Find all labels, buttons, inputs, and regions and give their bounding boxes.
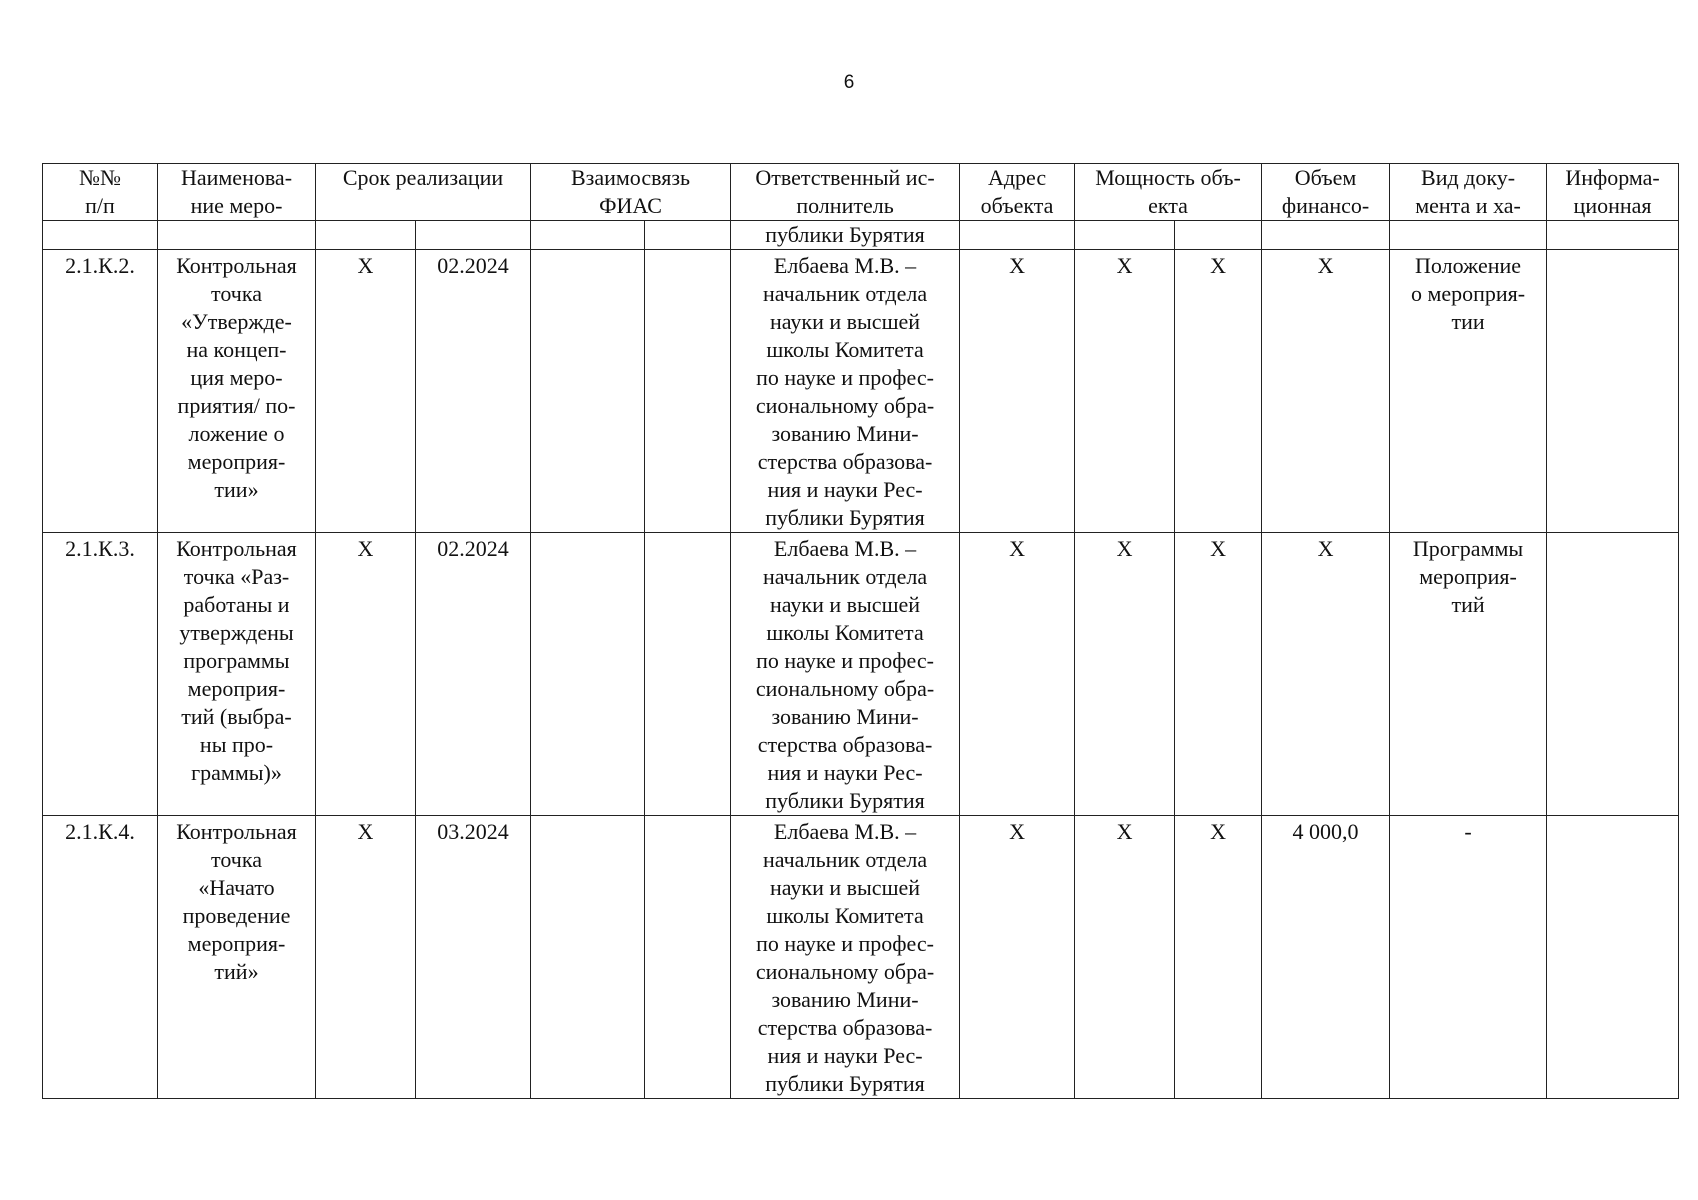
row-term-start: X	[316, 250, 416, 533]
row-address: X	[960, 533, 1075, 816]
row-capacity-2: X	[1175, 533, 1262, 816]
row-responsible: Елбаева М.В. – начальник отдела науки и высшей школы Комитета по науке и профес- сиональному обра- зованию Мини- стерства образова- ния и науки Рес- публики Бурятия	[731, 533, 960, 816]
table-row	[43, 816, 1679, 1099]
row-term-start: X	[316, 816, 416, 1099]
header-capacity: Мощность объ- екта	[1075, 164, 1262, 221]
row-info	[1547, 250, 1679, 533]
row-num: 2.1.К.2.	[43, 250, 158, 533]
header-volume: Объем финансо-	[1262, 164, 1390, 221]
table-row	[43, 250, 1679, 533]
row-fias-1	[531, 533, 645, 816]
row-capacity-1: X	[1075, 250, 1175, 533]
row-fias-2	[645, 533, 731, 816]
row-capacity-2: X	[1175, 816, 1262, 1099]
carryover-text: публики Бурятия	[731, 221, 960, 250]
header-doc-type: Вид доку- мента и ха-	[1390, 164, 1547, 221]
row-term-end: 02.2024	[416, 533, 531, 816]
header-name: Наименова- ние меро-	[158, 164, 316, 221]
row-address: X	[960, 250, 1075, 533]
row-fias-1	[531, 250, 645, 533]
row-doc-type: -	[1390, 816, 1547, 1099]
row-doc-type: Положение о мероприя- тии	[1390, 250, 1547, 533]
row-info	[1547, 816, 1679, 1099]
row-volume: 4 000,0	[1262, 816, 1390, 1099]
row-num: 2.1.К.3.	[43, 533, 158, 816]
row-info	[1547, 533, 1679, 816]
header-address: Адрес объекта	[960, 164, 1075, 221]
header-term: Срок реализации	[316, 164, 531, 221]
header-responsible: Ответственный ис- полнитель	[731, 164, 960, 221]
row-capacity-1: X	[1075, 816, 1175, 1099]
plan-table	[42, 163, 1679, 1099]
row-term-end: 02.2024	[416, 250, 531, 533]
row-doc-type: Программы мероприя- тий	[1390, 533, 1547, 816]
row-num: 2.1.К.4.	[43, 816, 158, 1099]
row-responsible: Елбаева М.В. – начальник отдела науки и высшей школы Комитета по науке и профес- сиональному обра- зованию Мини- стерства образова- ния и науки Рес- публики Бурятия	[731, 816, 960, 1099]
carryover-row	[43, 221, 1679, 250]
header-num: №№ п/п	[43, 164, 158, 221]
row-name: Контрольная точка «Раз- работаны и утверждены программы мероприя- тий (выбра- ны про- граммы)»	[158, 533, 316, 816]
row-responsible: Елбаева М.В. – начальник отдела науки и высшей школы Комитета по науке и профес- сиональному обра- зованию Мини- стерства образова- ния и науки Рес- публики Бурятия	[731, 250, 960, 533]
row-name: Контрольная точка «Начато проведение мероприя- тий»	[158, 816, 316, 1099]
row-address: X	[960, 816, 1075, 1099]
row-capacity-2: X	[1175, 250, 1262, 533]
page-number: 6	[843, 72, 855, 93]
row-capacity-1: X	[1075, 533, 1175, 816]
table-header-row	[43, 164, 1679, 221]
row-name: Контрольная точка «Утвержде- на концеп- ция меро- приятия/ по- ложение о мероприя- тии»	[158, 250, 316, 533]
header-info: Информа- ционная	[1547, 164, 1679, 221]
row-fias-2	[645, 250, 731, 533]
row-term-end: 03.2024	[416, 816, 531, 1099]
row-fias-2	[645, 816, 731, 1099]
header-fias: Взаимосвязь ФИАС	[531, 164, 731, 221]
table-row	[43, 533, 1679, 816]
row-fias-1	[531, 816, 645, 1099]
row-term-start: X	[316, 533, 416, 816]
row-volume: X	[1262, 533, 1390, 816]
row-volume: X	[1262, 250, 1390, 533]
